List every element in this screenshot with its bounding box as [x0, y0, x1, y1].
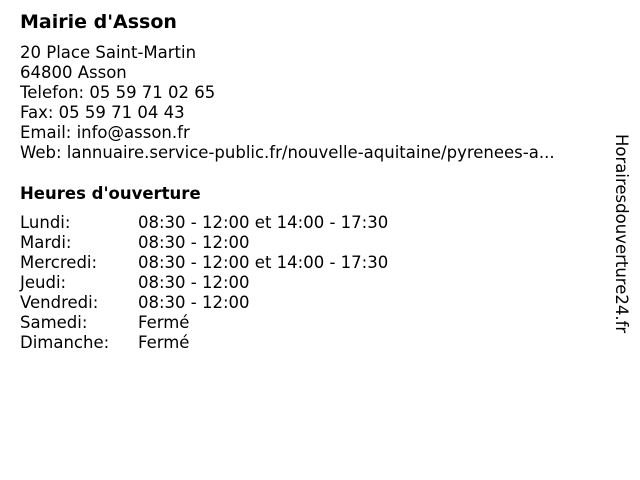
phone-number: Telefon: 05 59 71 02 65: [20, 83, 216, 102]
day-label: Lundi:: [20, 213, 71, 232]
opening-hours-heading: Heures d'ouverture: [20, 184, 201, 203]
opening-hours-table: [20, 213, 388, 353]
fax-number: Fax: 05 59 71 04 43: [20, 103, 185, 122]
hours-row-mercredi: [20, 253, 388, 273]
day-hours: 08:30 - 12:00: [138, 293, 250, 312]
day-hours: Fermé: [138, 333, 190, 352]
day-hours: 08:30 - 12:00 et 14:00 - 17:30: [138, 213, 389, 232]
hours-row-samedi: [20, 313, 388, 333]
day-hours: 08:30 - 12:00 et 14:00 - 17:30: [138, 253, 389, 272]
day-label: Dimanche:: [20, 333, 110, 352]
hours-row-vendredi: [20, 293, 388, 313]
site-watermark: Horairesdouverture24.fr: [612, 134, 631, 334]
hours-row-dimanche: [20, 333, 388, 353]
day-hours: Fermé: [138, 313, 190, 332]
hours-row-jeudi: [20, 273, 388, 293]
day-label: Mardi:: [20, 233, 72, 252]
day-label: Vendredi:: [20, 293, 99, 312]
day-hours: 08:30 - 12:00: [138, 233, 250, 252]
day-label: Samedi:: [20, 313, 88, 332]
website-url: Web: lannuaire.service-public.fr/nouvelle-aquitaine/pyrenees-a...: [20, 143, 555, 162]
page-title: Mairie d'Asson: [20, 11, 177, 33]
city-postcode: 64800 Asson: [20, 63, 127, 82]
hours-row-lundi: [20, 213, 388, 233]
hours-row-mardi: [20, 233, 388, 253]
day-label: Mercredi:: [20, 253, 98, 272]
day-label: Jeudi:: [20, 273, 67, 292]
day-hours: 08:30 - 12:00: [138, 273, 250, 292]
email-address: Email: info@asson.fr: [20, 123, 190, 142]
contact-info: [20, 43, 555, 163]
street-address: 20 Place Saint-Martin: [20, 43, 197, 62]
